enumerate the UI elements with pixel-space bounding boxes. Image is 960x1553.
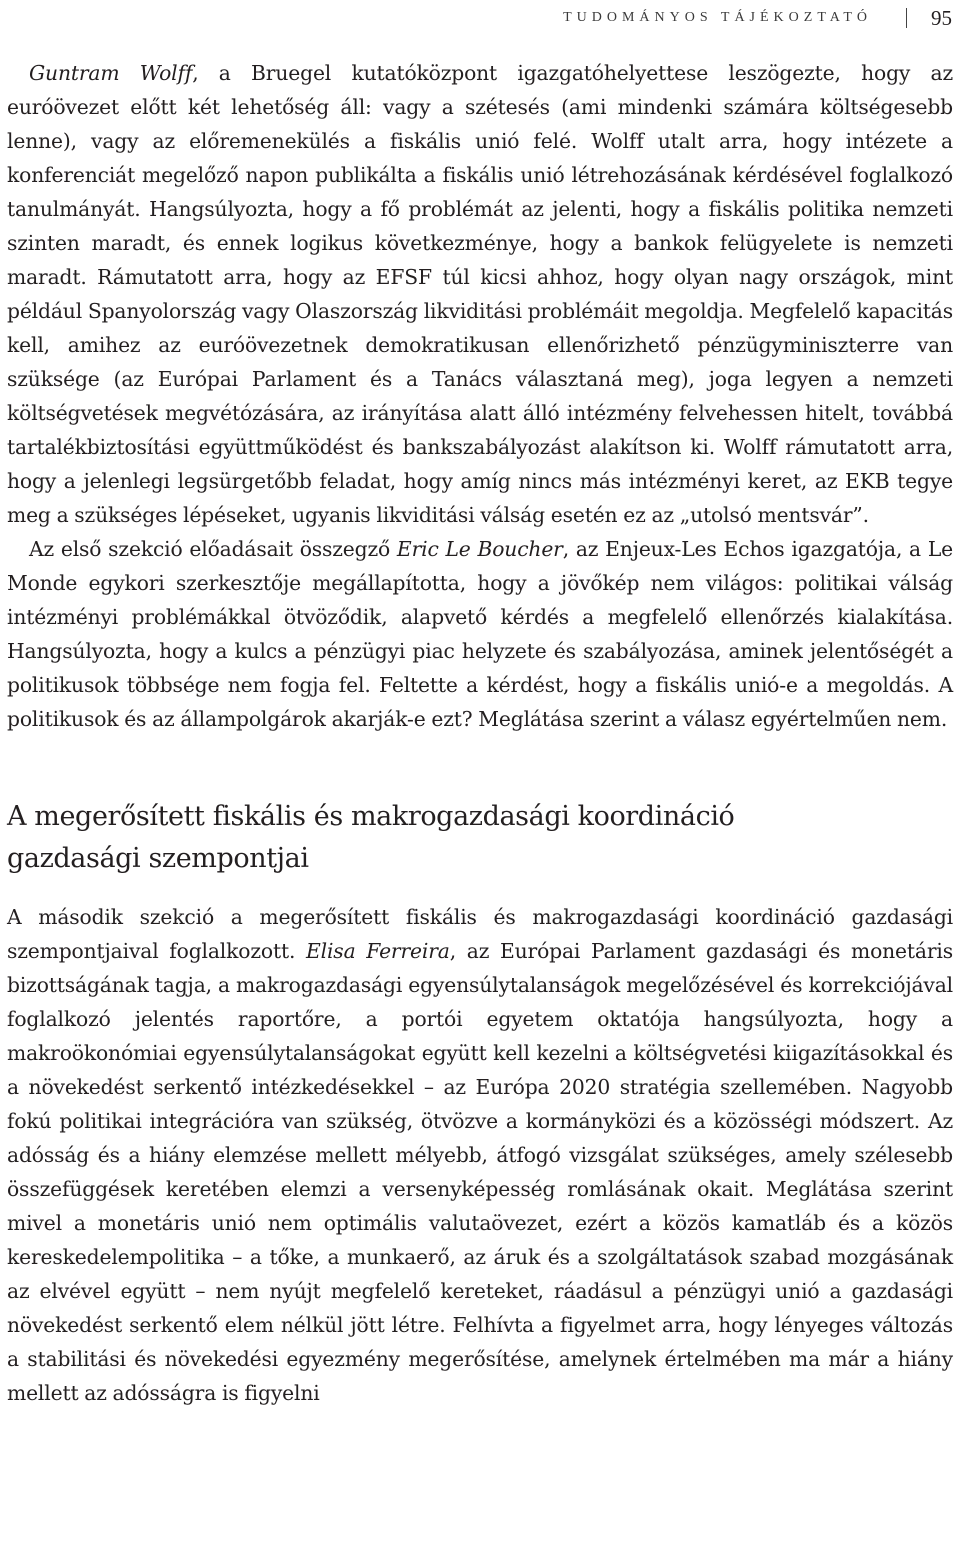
section-heading xyxy=(7,796,953,880)
article-body xyxy=(7,56,953,1410)
author-name-wolff: Guntram Wolff xyxy=(29,61,193,85)
paragraph-ferreira-text: , az Európai Parlament gazdasági és monetáris bizottságának tagja, a makrogazdasági egyensúlytalanságok megelőzésével és korrekciójával foglalkozó jelentés raportőre, a portói egyetem oktatója hangsúlyozta, hogy a makroökonómiai egyensúlytalanságokat együtt kell kezelni a költségvetési kiigazításokkal és a növekedést serkentő intézkedésekkel – az Európa 2020 stratégia szellemében. Nagyobb fokú politikai integrációra van szükség, ötvözve a kormányközi és a közösségi módszert. Az adósság és a hiány elemzése mellett mélyebb, átfogó vizsgálat szükséges, amely szélesebb összefüggések keretében elemzi a versenyképesség romlásának okait. Meglátása szerint mivel a monetáris unió nem optimális valutaövezet, ezért a közös kamatláb és a közös kereskedelempolitika – a tőke, a munkaerő, az áruk és a szolgáltatások szabad mozgásának az elvével együtt – nem nyújt megfelelő kereteket, ráadásul a pénzügyi unió a gazdasági növekedést serkentő elem nélkül jött létre. Felhívta a figyelmet arra, hogy lényeges változás a stabilitási és növekedési egyezmény megerősítése, amelynek értelmében ma már a hiány mellett az adósságra is figyelni xyxy=(7,939,953,1405)
paragraph-le-boucher-text: , az Enjeux-Les Echos igazgatója, a Le Monde egykori szerkesztője megállapította, hogy a jövőkép nem világos: politikai válság intézményi problémákkal ötvöződik, alapvető kérdés a megfelelő ellenőrzés kialakítása. Hangsúlyozta, hogy a kulcs a pénzügyi piac helyzete és szabályozása, aminek jelentőségét a politikusok többsége nem fogja fel. Feltette a kérdést, hogy a fiskális unió-e a megoldás. A politikusok és az állampolgárok akarják-e ezt? Meglátása szerint a válasz egyértelműen nem. xyxy=(7,537,953,731)
running-header xyxy=(563,6,952,30)
paragraph-ferreira-intro: A második szekció a megerősített fiskális és makrogazdasági koordináció gazdasági szempontjaival foglalkozott. xyxy=(7,905,953,963)
heading-spacer xyxy=(7,880,953,900)
author-name-le-boucher: Eric Le Boucher xyxy=(396,537,563,561)
paragraph-le-boucher-intro: Az első szekció előadásait összegző xyxy=(29,537,397,561)
section-heading-line-2: gazdasági szempontjai xyxy=(7,843,309,874)
paragraph-le-boucher xyxy=(7,532,953,736)
paragraph-ferreira xyxy=(7,900,953,1410)
paragraph-wolff xyxy=(7,56,953,532)
section-spacer xyxy=(7,736,953,796)
header-divider xyxy=(906,8,907,28)
author-name-ferreira: Elisa Ferreira xyxy=(305,939,450,963)
paragraph-wolff-text: , a Bruegel kutatóközpont igazgatóhelyettese leszögezte, hogy az euróövezet előtt két lehetőség áll: vagy a szétesés (ami mindenki számára költségesebb lenne), vagy az előremenekülés a fiskális unió felé. Wolff utalt arra, hogy intézete a konferenciát megelőző napon publikálta a fiskális unió létrehozásának kérdésével foglalkozó tanulmányát. Hangsúlyozta, hogy a fő problémát az jelenti, hogy a fiskális politika nemzeti szinten maradt, és ennek logikus következménye, hogy a bankok felügyelete is nemzeti maradt. Rámutatott arra, hogy az EFSF túl kicsi ahhoz, hogy olyan nagy országok, mint például Spanyolország vagy Olaszország likviditási problémáit megoldja. Megfelelő kapacitás kell, amihez az euróövezetnek demokratikusan ellenőrizhető pénzügyminiszterre van szüksége (az Európai Parlament és a Tanács választaná meg), joga legyen a nemzeti költségvetések megvétózására, az irányítása alatt álló intézmény felvehessen hitelt, továbbá tartalékbiztosítási együttműködést és bankszabályozást alakítson ki. Wolff rámutatott arra, hogy a jelenlegi legsürgetőbb feladat, hogy amíg nincs más intézményi keret, az EKB tegye meg a szükséges lépéseket, ugyanis likviditási válság esetén ez az „utolsó mentsvár”. xyxy=(7,61,953,527)
section-heading-line-1: A megerősített fiskális és makrogazdasági koordináció xyxy=(7,801,735,832)
running-title: TUDOMÁNYOS TÁJÉKOZTATÓ xyxy=(563,10,872,25)
page-number: 95 xyxy=(931,5,952,30)
